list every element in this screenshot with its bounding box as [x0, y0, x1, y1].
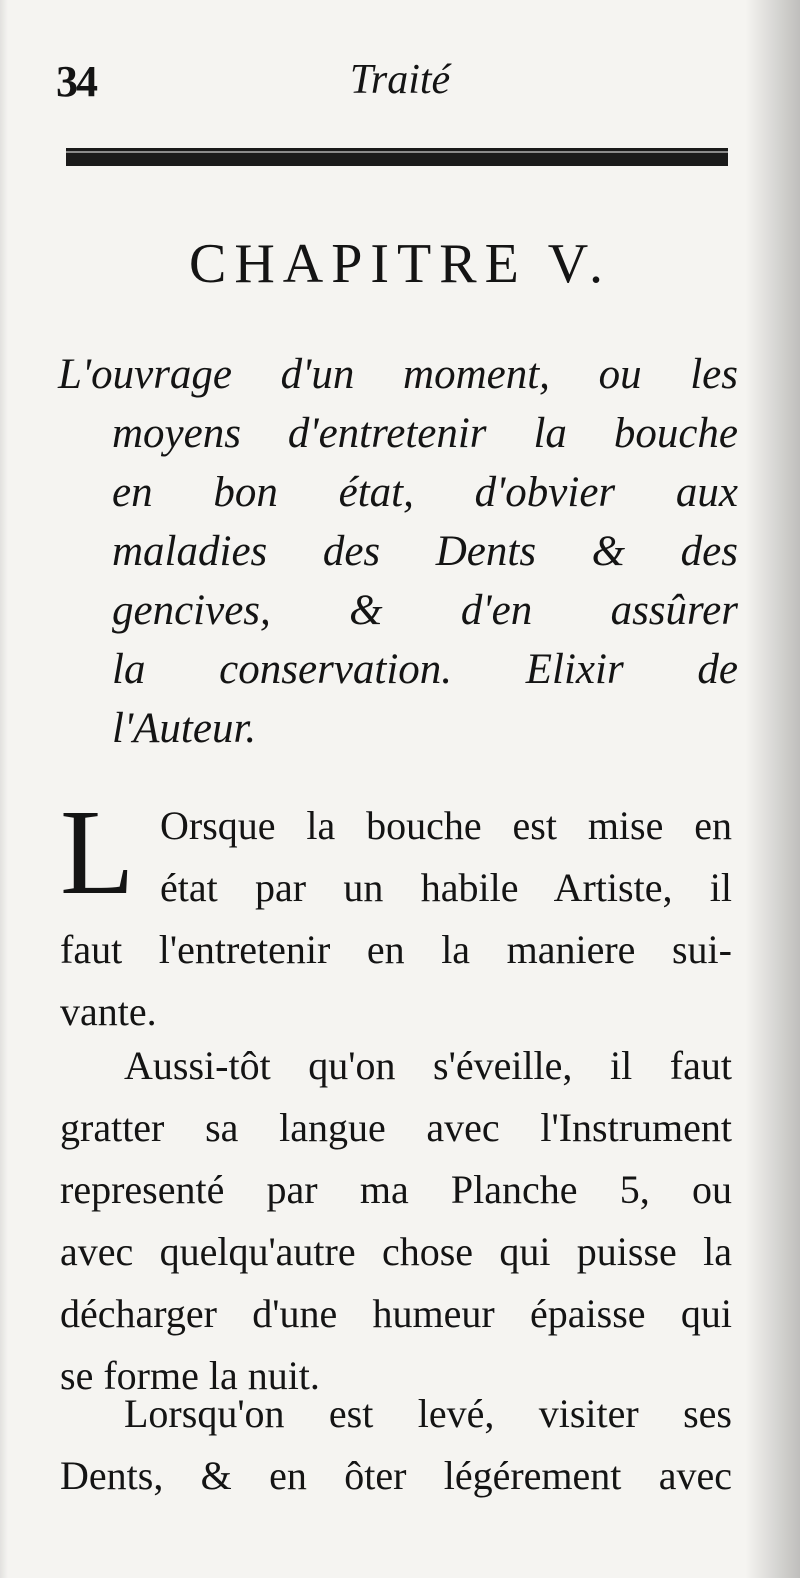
text-line: faut l'entretenir en la maniere sui- [60, 927, 732, 972]
text-line: avec quelqu'autre chose qui puisse la [60, 1229, 732, 1274]
chapter-title: CHAPITRE V. [188, 233, 611, 295]
paragraph-2 [60, 1035, 732, 1407]
text-line: état par un habile Artiste, il [160, 865, 732, 910]
text-line: décharger d'une humeur épaisse qui [60, 1291, 732, 1336]
text-line: Orsque la bouche est mise en [160, 803, 732, 848]
running-head: Traité [349, 57, 451, 103]
subtitle-line: l'Auteur. [112, 705, 257, 752]
text-line: Aussi-tôt qu'on s'éveille, il faut [124, 1043, 732, 1088]
subtitle-line: gencives, & d'en assûrer [112, 587, 738, 634]
header-rule [66, 148, 728, 166]
text-line: Dents, & en ôter légérement avec [60, 1453, 732, 1498]
subtitle-line: moyens d'entretenir la bouche [112, 410, 738, 457]
chapter-subtitle [58, 345, 738, 758]
page-number: 34 [56, 57, 96, 106]
subtitle-line: en bon état, d'obvier aux [112, 469, 738, 516]
subtitle-line: maladies des Dents & des [112, 528, 738, 575]
text-line: Lorsqu'on est levé, visiter ses [124, 1391, 732, 1436]
paragraph-1 [60, 795, 732, 1043]
paragraph-3 [60, 1383, 732, 1507]
subtitle-line: la conservation. Elixir de [112, 646, 738, 693]
text-line: gratter sa langue avec l'Instrument [60, 1105, 732, 1150]
text-line: representé par ma Planche 5, ou [60, 1167, 732, 1212]
subtitle-line: L'ouvrage d'un moment, ou les [58, 351, 738, 398]
text-line: vante. [60, 989, 157, 1034]
text-line: se forme la nuit. [60, 1353, 320, 1398]
drop-cap: L [60, 785, 135, 920]
